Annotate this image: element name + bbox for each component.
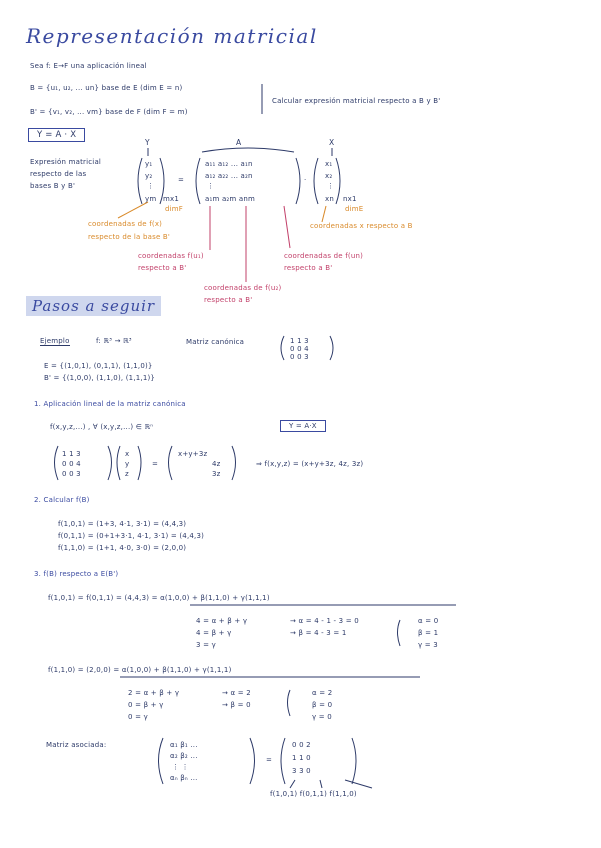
result-row-1: 0 0 2 [292, 741, 311, 749]
sys1-res-1: α = 0 [418, 617, 439, 625]
step-1-a: f(x,y,z,...) , ∀ (x,y,z,...) ∈ ℝⁿ [50, 423, 154, 431]
dot-sign: · [304, 176, 307, 184]
canonical-label: Matriz canónica [186, 338, 245, 346]
expr-note-3: bases B y B' [30, 182, 76, 190]
annot-fun-1: coordenadas de f(un) [284, 252, 364, 260]
basis-e: E = {(1,0,1), (0,1,1), (1,1,0)} [44, 362, 153, 370]
r1-row-3: 3z [212, 470, 221, 478]
result-row-2: 1 1 0 [292, 754, 311, 762]
y2: y₂ [145, 172, 153, 180]
sys1-eq-2: 4 = β + γ [196, 629, 232, 637]
step-3: 3. f(B) respecto a E(B') [34, 570, 119, 578]
r1-row-1: x+y+3z [178, 450, 208, 458]
intro-line-2: B = {u₁, u₂, ... un} base de E (dim E = n) [30, 84, 183, 92]
intro-calc: Calcular expresión matricial respecto a B y B' [272, 97, 441, 105]
canon-row-1: 1 1 3 [290, 337, 309, 345]
sys2-sol-2: → β = 0 [222, 701, 251, 709]
assoc-row-1: α₁ β₁ ... [170, 741, 198, 749]
page-title: Representación matricial [26, 24, 318, 48]
m1-row-2: 0 0 4 [62, 460, 81, 468]
m1-row-3: 0 0 3 [62, 470, 81, 478]
annot-fu2-1: coordenadas de f(u₂) [204, 284, 282, 292]
sys2-res-3: γ = 0 [312, 713, 332, 721]
annot-fx-2: respecto de la base B' [88, 233, 171, 241]
f-map: f: ℝ³ → ℝ³ [96, 337, 132, 345]
x-dim-2: dimE [345, 205, 364, 213]
xn: xn [325, 195, 334, 203]
step-1-eq: Y = A·X [280, 420, 326, 432]
intro-line-3: B' = {v₁, v₂, ... vm} base de F (dim F = m) [30, 108, 188, 116]
example-label: Ejemplo [40, 337, 70, 345]
sys1-res-2: β = 1 [418, 629, 439, 637]
m1-row-1: 1 1 3 [62, 450, 81, 458]
sys2-res-2: β = 0 [312, 701, 333, 709]
step-1: 1. Aplicación lineal de la matriz canónica [34, 400, 186, 408]
x2: x₂ [325, 172, 333, 180]
assoc-row-3: ⋮ ⋮ [172, 763, 189, 771]
equals-sign: = [178, 176, 185, 184]
intro-equation: Y = A · X [28, 128, 85, 142]
y-dim-2: dimF [165, 205, 184, 213]
annot-fun-2: respecto a B' [284, 264, 333, 272]
annot-fu1-1: coordenadas f(u₁) [138, 252, 204, 260]
v1-x: x [125, 450, 130, 458]
v1-z: z [125, 470, 129, 478]
y-label: Y [145, 138, 150, 147]
v1-y: y [125, 460, 130, 468]
step-2-a: f(1,0,1) = (1+3, 4·1, 3·1) = (4,4,3) [58, 520, 187, 528]
x-dim: nx1 [343, 195, 357, 203]
canon-row-2: 0 0 4 [290, 345, 309, 353]
section-title: Pasos a seguir [26, 296, 161, 316]
step-2: 2. Calcular f(B) [34, 496, 90, 504]
x-label: X [329, 138, 335, 147]
a-row-3: ⋮ [207, 182, 215, 190]
expr-note-1: Expresión matricial [30, 158, 102, 166]
sys2-eq-3: 0 = γ [128, 713, 148, 721]
annot-fu2-2: respecto a B' [204, 296, 253, 304]
sys2-res-1: α = 2 [312, 689, 333, 697]
step-3-a: f(1,0,1) = f(0,1,1) = (4,4,3) = α(1,0,0) + β(1,1,0) + γ(1,1,1) [48, 594, 270, 602]
sys1-eq-3: 3 = γ [196, 641, 216, 649]
sys1-sol-2: → β = 4 - 3 = 1 [290, 629, 347, 637]
sys2-eq-2: 0 = β + γ [128, 701, 164, 709]
y1: y₁ [145, 160, 153, 168]
step-3-e: f(1,1,0) = (2,0,0) = α(1,0,0) + β(1,1,0) + γ(1,1,1) [48, 666, 232, 674]
r1-row-2: 4z [212, 460, 221, 468]
step-2-b: f(0,1,1) = (0+1+3·1, 4·1, 3·1) = (4,4,3) [58, 532, 205, 540]
xdots: ⋮ [327, 182, 335, 190]
sys1-res-3: γ = 3 [418, 641, 438, 649]
result-row-3: 3 3 0 [292, 767, 311, 775]
annot-x-b: coordenadas x respecto a B [310, 222, 413, 230]
ydots: ⋮ [147, 182, 155, 190]
annot-fu1-2: respecto a B' [138, 264, 187, 272]
sys1-eq-1: 4 = α + β + γ [196, 617, 248, 625]
a-row-2: a₁₂ a₂₂ ... a₂n [205, 172, 253, 180]
step-2-c: f(1,1,0) = (1+1, 4·0, 3·0) = (2,0,0) [58, 544, 187, 552]
assoc-equals: = [266, 756, 273, 764]
basis-b-prime: B' = {(1,0,0), (1,1,0), (1,1,1)} [44, 374, 156, 382]
assoc-label: Matriz asociada: [46, 741, 107, 749]
sys1-sol-1: → α = 4 - 1 - 3 = 0 [290, 617, 359, 625]
sys2-eq-1: 2 = α + β + γ [128, 689, 180, 697]
assoc-row-4: αₙ βₙ ... [170, 774, 198, 782]
a-row-4: a₁m a₂m anm [205, 195, 256, 203]
expr-note-2: respecto de las [30, 170, 87, 178]
basis-images: f(1,0,1) f(0,1,1) f(1,1,0) [270, 790, 357, 798]
y-dim: mx1 [163, 195, 180, 203]
a-label: A [236, 138, 242, 147]
sys2-sol-1: → α = 2 [222, 689, 251, 697]
ym: ym [145, 195, 157, 203]
m1-equals: = [152, 460, 159, 468]
canon-row-3: 0 0 3 [290, 353, 309, 361]
x1: x₁ [325, 160, 333, 168]
intro-line-1: Sea f: E→F una aplicación lineal [30, 62, 147, 70]
a-row-1: a₁₁ a₁₂ ... a₁n [205, 160, 253, 168]
assoc-row-2: α₂ β₂ ... [170, 752, 198, 760]
annot-fx-1: coordenadas de f(x) [88, 220, 163, 228]
step-1-result: ⇒ f(x,y,z) = (x+y+3z, 4z, 3z) [256, 460, 364, 468]
